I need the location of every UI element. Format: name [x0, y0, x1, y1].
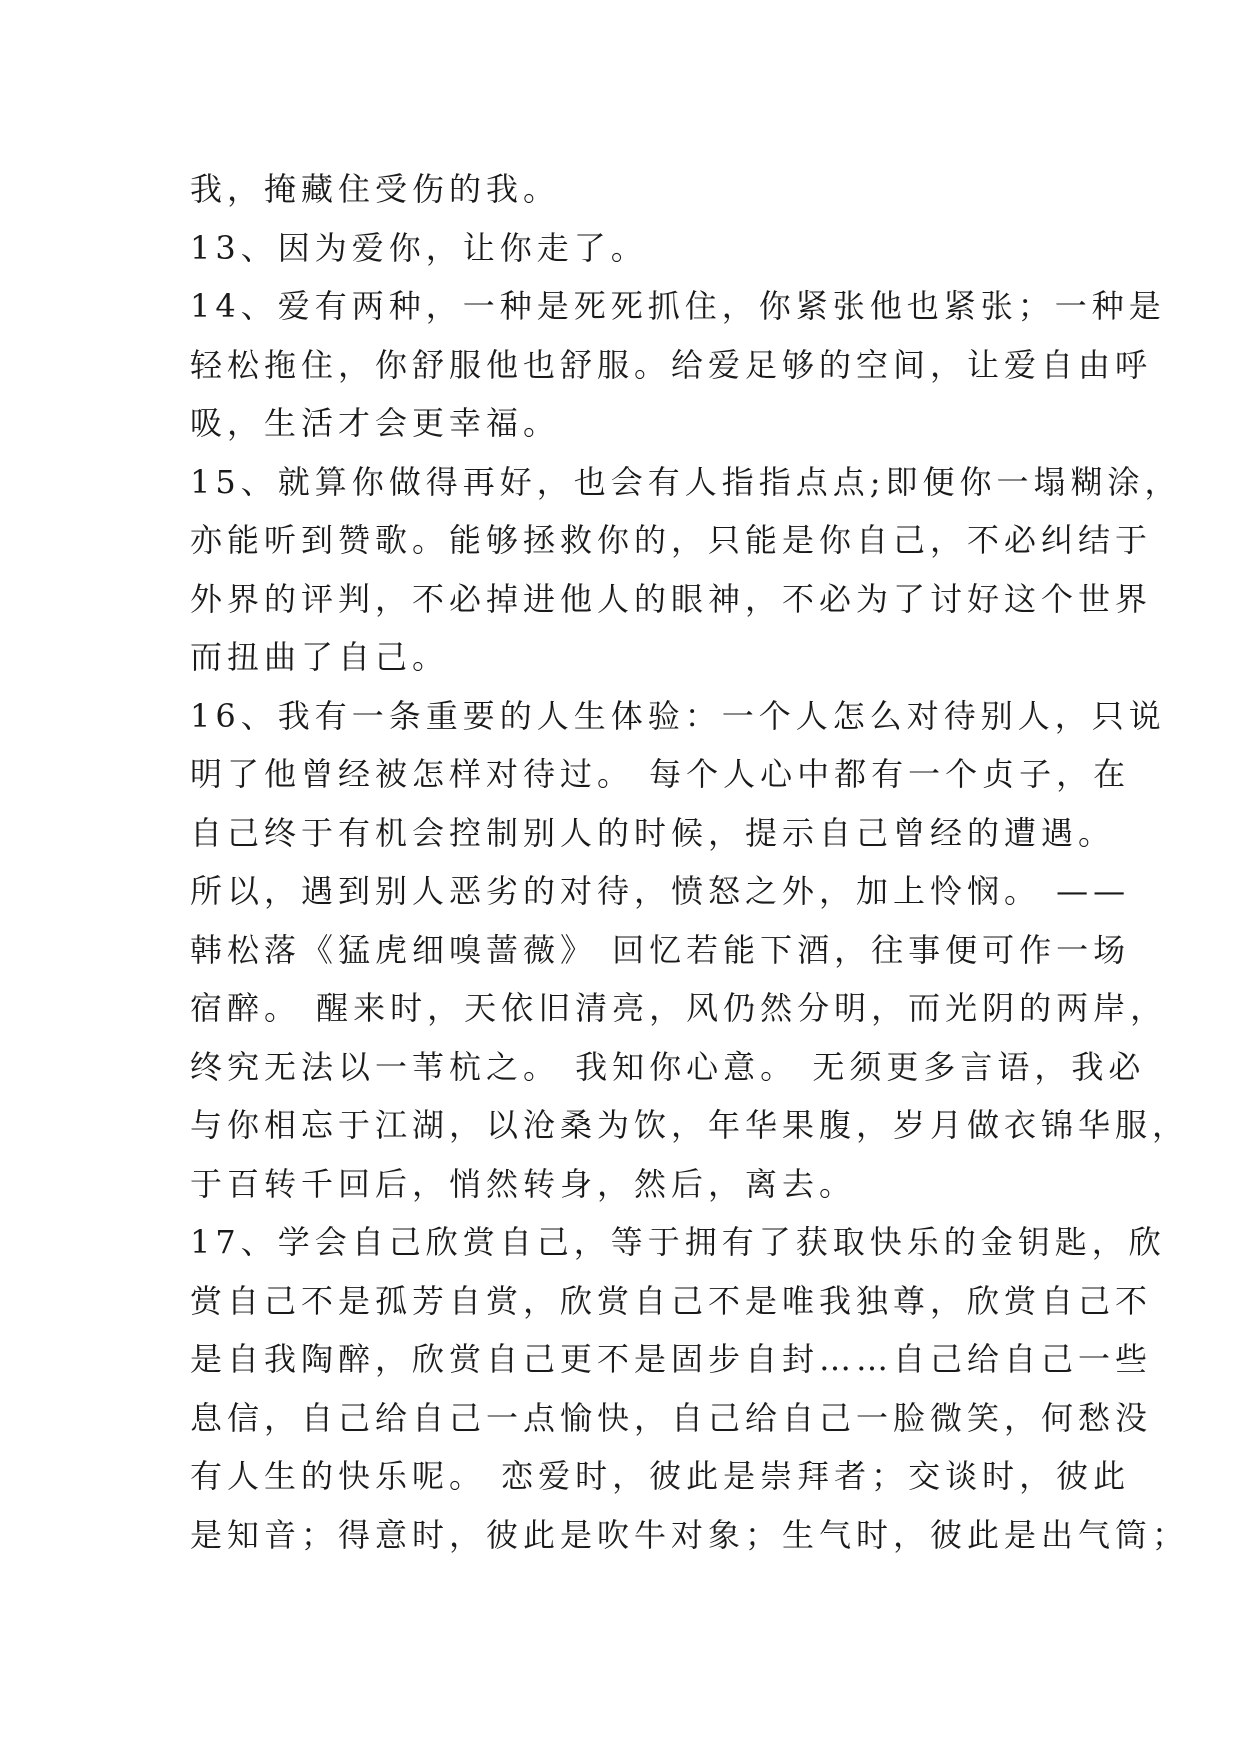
text-line: 是知音；得意时，彼此是吹牛对象；生气时，彼此是出气筒； — [190, 1515, 1190, 1554]
text-line: 与你相忘于江湖，以沧桑为饮，年华果腹，岁月做衣锦华服， — [190, 1106, 1190, 1144]
text-line: 所以，遇到别人恶劣的对待，愤怒之外，加上怜悯。 —— — [190, 872, 1131, 910]
text-line: 宿醉。 醒来时，天依旧清亮，风仍然分明，而光阴的两岸， — [190, 989, 1168, 1027]
text-line: 赏自己不是孤芳自赏，欣赏自己不是唯我独尊，欣赏自己不 — [190, 1281, 1153, 1320]
text-line: 终究无法以一苇杭之。 我知你心意。 无须更多言语，我必 — [190, 1047, 1146, 1086]
text-line: 吸，生活才会更幸福。 — [190, 404, 561, 442]
text-line: 我，掩藏住受伤的我。 — [190, 170, 561, 208]
text-line: 明了他曾经被怎样对待过。 每个人心中都有一个贞子，在 — [190, 755, 1131, 793]
text-line: 亦能听到赞歌。能够拯救你的，只能是你自己，不必纠结于 — [190, 521, 1153, 559]
text-line: 有人生的快乐呢。 恋爱时，彼此是崇拜者；交谈时，彼此 — [190, 1457, 1131, 1495]
text-line: 而扭曲了自己。 — [190, 638, 450, 676]
text-line: 韩松落《猛虎细嗅蔷薇》 回忆若能下酒，往事便可作一场 — [190, 930, 1131, 969]
text-line: 16、我有一条重要的人生体验：一个人怎么对待别人，只说 — [190, 696, 1166, 735]
text-line: 13、因为爱你，让你走了。 — [190, 228, 648, 267]
text-line: 是自我陶醉，欣赏自己更不是固步自封……自己给自己一些 — [190, 1340, 1153, 1378]
text-line: 轻松拖住，你舒服他也舒服。给爱足够的空间，让爱自由呼 — [190, 345, 1153, 384]
text-line: 17、学会自己欣赏自己，等于拥有了获取快乐的金钥匙，欣 — [190, 1223, 1166, 1261]
body-text — [190, 160, 1190, 1564]
text-line: 15、就算你做得再好，也会有人指指点点;即便你一塌糊涂， — [190, 462, 1182, 501]
text-line: 自己终于有机会控制别人的时候，提示自己曾经的遭遇。 — [190, 813, 1116, 852]
text-line: 息信，自己给自己一点愉快，自己给自己一脸微笑，何愁没 — [190, 1398, 1153, 1437]
text-line: 于百转千回后，悄然转身，然后，离去。 — [190, 1164, 857, 1203]
text-line: 14、爱有两种，一种是死死抓住，你紧张他也紧张；一种是 — [190, 287, 1166, 325]
text-line: 外界的评判，不必掉进他人的眼神，不必为了讨好这个世界 — [190, 579, 1153, 618]
